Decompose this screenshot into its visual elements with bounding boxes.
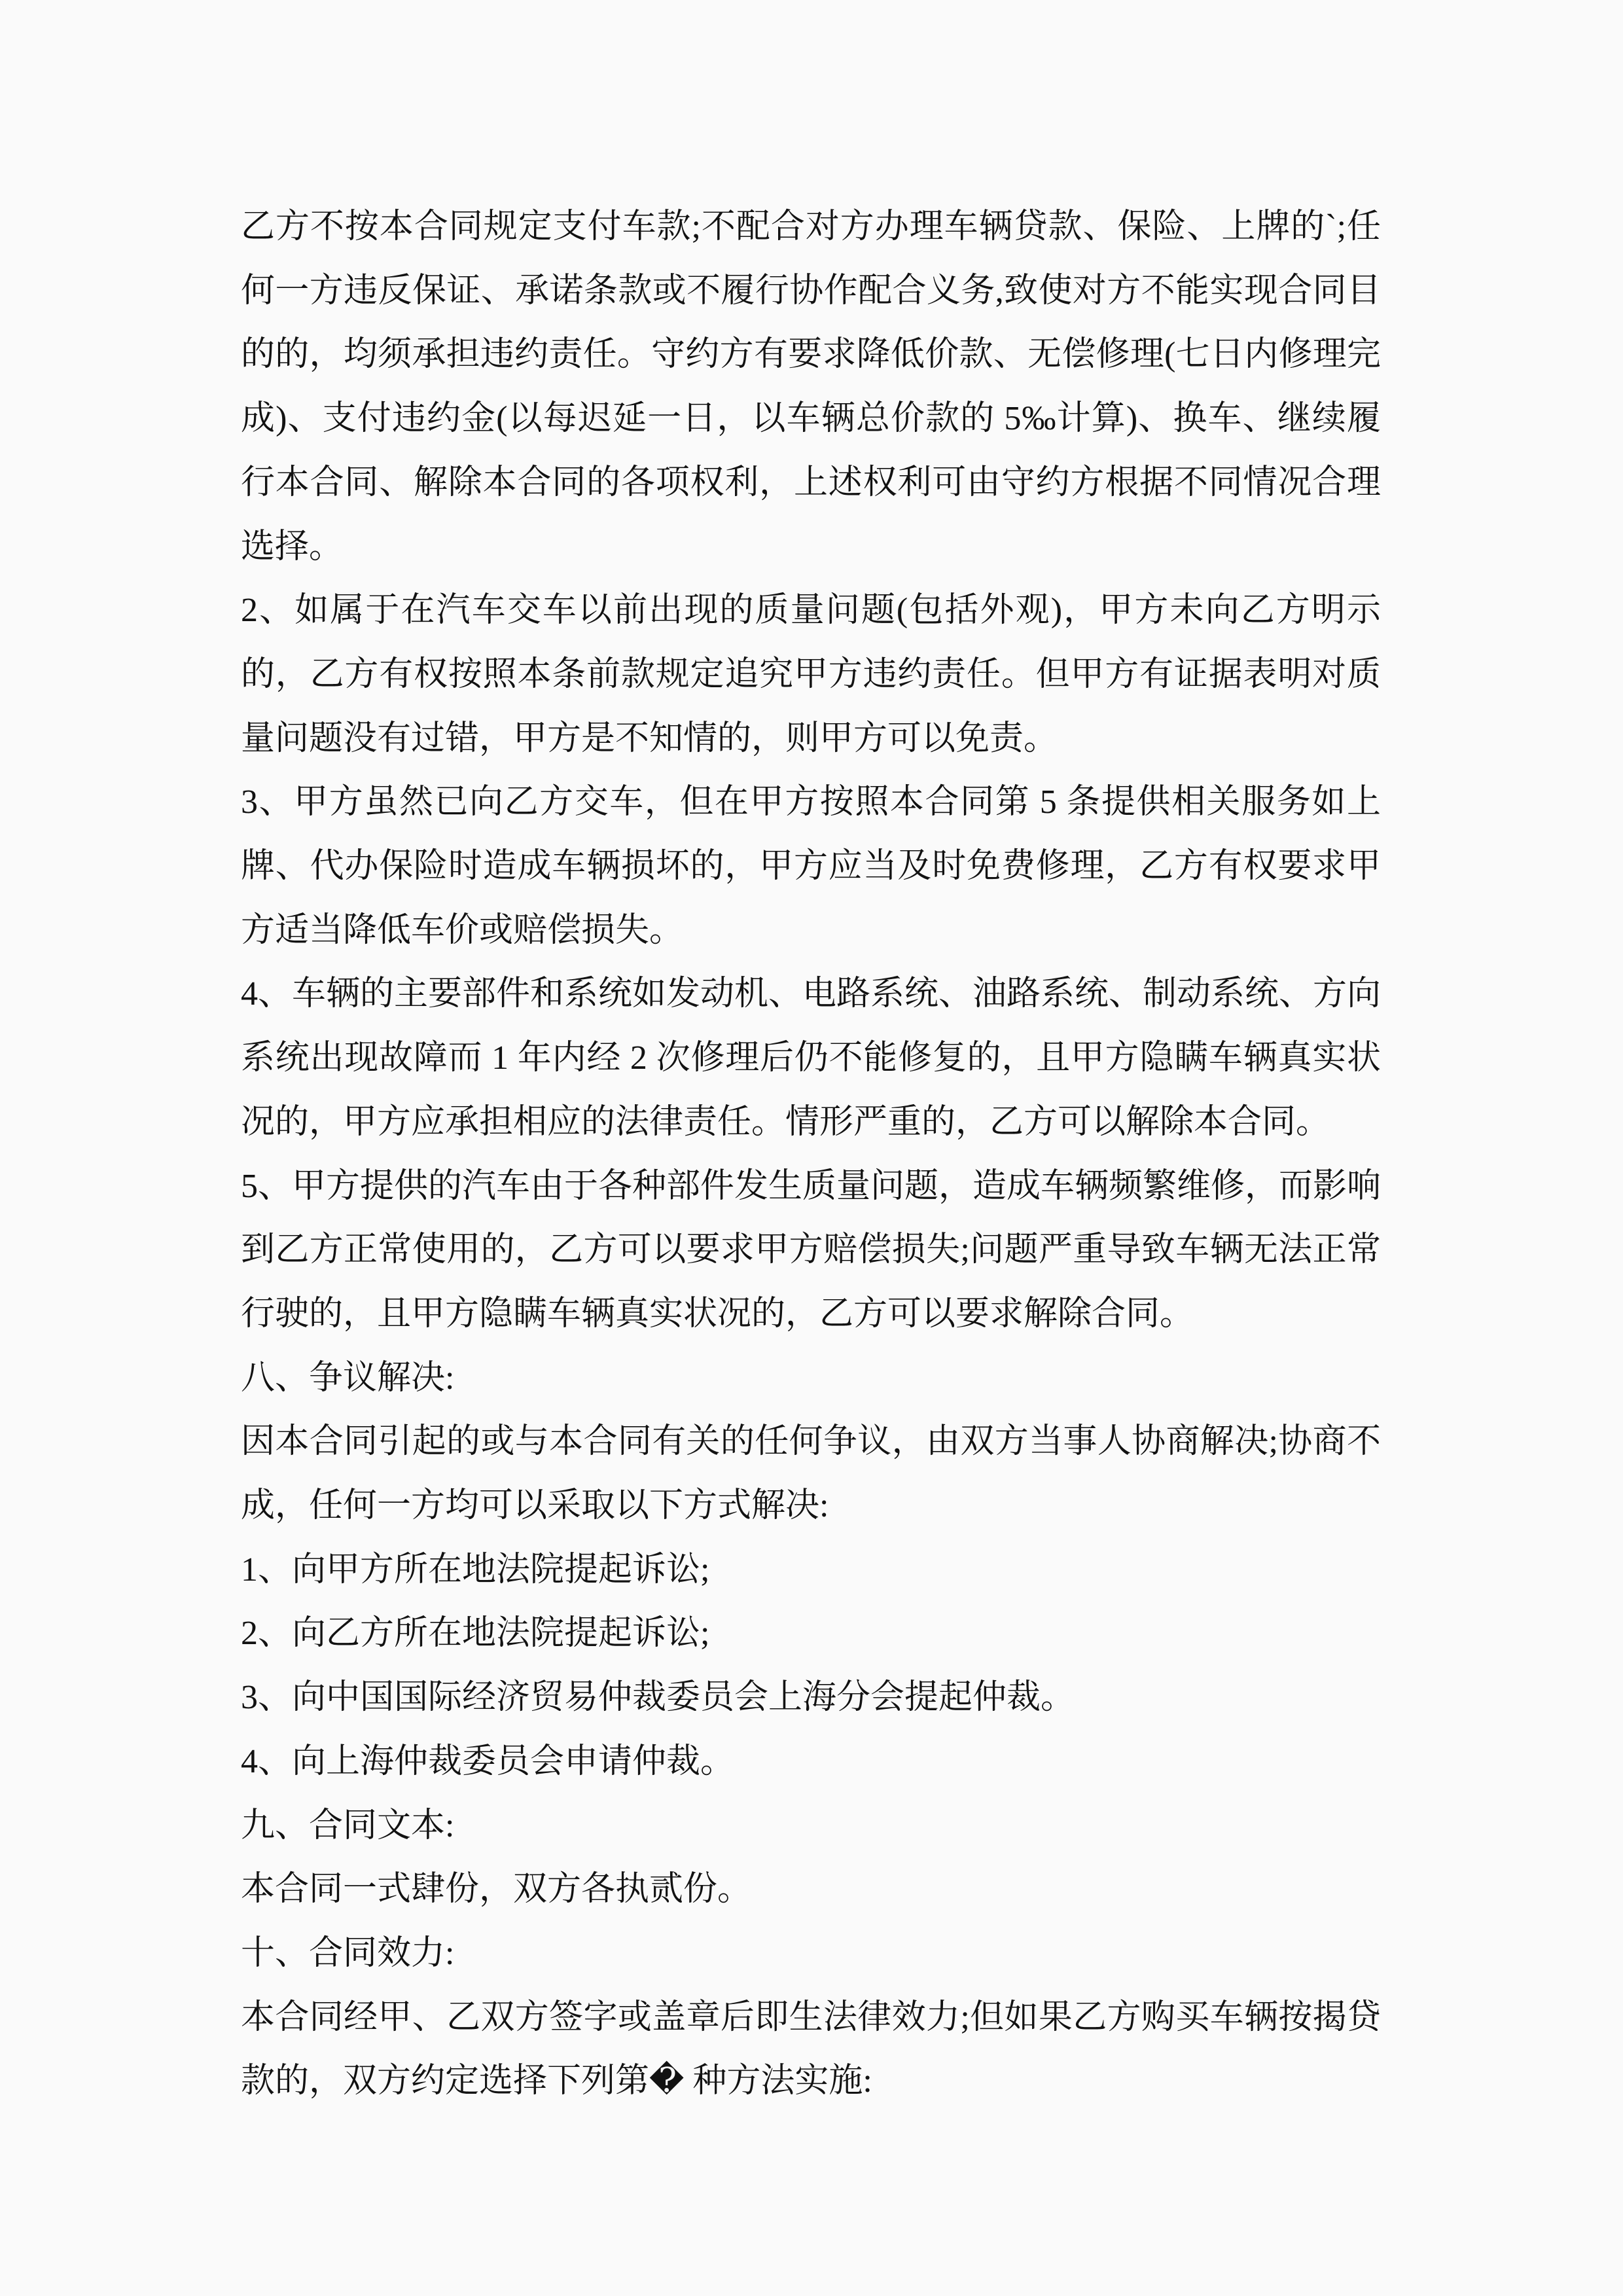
section-heading-contract-effect: 十、合同效力: bbox=[241, 1934, 455, 1972]
dispute-option-3-cietac-shanghai: 3、向中国国际经济贸易仲裁委员会上海分会提起仲裁。 bbox=[241, 1679, 1075, 1717]
clause-2-pre-delivery-quality: 2、如属于在汽车交车以前出现的质量问题(包括外观)，甲方未向乙方明示的，乙方有权按照本条前款规定追究甲方违约责任。但甲方有证据表明对质量问题没有过错，甲方是不知情的，则甲方可以免责。 bbox=[241, 592, 1381, 757]
section-heading-contract-copies: 九、合同文本: bbox=[241, 1806, 455, 1844]
text-column bbox=[241, 195, 1381, 2113]
contract-effect-text: 本合同经甲、乙双方签字或盖章后即生法律效力;但如果乙方购买车辆按揭贷款的，双方约定选择下列第� 种方法实施: bbox=[241, 1998, 1381, 2100]
dispute-resolution-intro: 因本合同引起的或与本合同有关的任何争议，由双方当事人协商解决;协商不成，任何一方均可以采取以下方式解决: bbox=[241, 1423, 1381, 1525]
clause-4-major-parts-failure: 4、车辆的主要部件和系统如发动机、电路系统、油路系统、制动系统、方向系统出现故障而 1 年内经 2 次修理后仍不能修复的，且甲方隐瞒车辆真实状况的，甲方应承担相应的法律责任。情形严重的，乙方可以解除本合同。 bbox=[241, 975, 1382, 1141]
dispute-option-2-yi-court: 2、向乙方所在地法院提起诉讼; bbox=[241, 1615, 710, 1653]
contract-copies-text: 本合同一式肆份，双方各执贰份。 bbox=[241, 1871, 752, 1909]
dispute-option-4-shanghai-arbitration: 4、向上海仲裁委员会申请仲裁。 bbox=[241, 1742, 735, 1780]
clause-3-service-damage: 3、甲方虽然已向乙方交车，但在甲方按照本合同第 5 条提供相关服务如上牌、代办保险时造成车辆损坏的，甲方应当及时免费修理，乙方有权要求甲方适当降低车价或赔偿损失。 bbox=[241, 783, 1381, 949]
clause-5-frequent-repairs: 5、甲方提供的汽车由于各种部件发生质量问题，造成车辆频繁维修，而影响到乙方正常使用的，乙方可以要求甲方赔偿损失;问题严重导致车辆无法正常行驶的，且甲方隐瞒车辆真实状况的，乙方可以要求解除合同。 bbox=[241, 1167, 1382, 1333]
section-heading-dispute-resolution: 八、争议解决: bbox=[241, 1359, 455, 1397]
clause-breach-liability: 乙方不按本合同规定支付车款;不配合对方办理车辆贷款、保险、上牌的`;任何一方违反保证、承诺条款或不履行协作配合义务,致使对方不能实现合同目的的，均须承担违约责任。守约方有要求降低价款、无偿修理(七日内修理完成)、支付违约金(以每迟延一日，以车辆总价款的 5‰计算)、换车、继续履行本合同、解除本合同的各项权利，上述权利可由守约方根据不同情况合理选择。 bbox=[241, 208, 1381, 565]
dispute-option-1-jia-court: 1、向甲方所在地法院提起诉讼; bbox=[241, 1551, 710, 1588]
